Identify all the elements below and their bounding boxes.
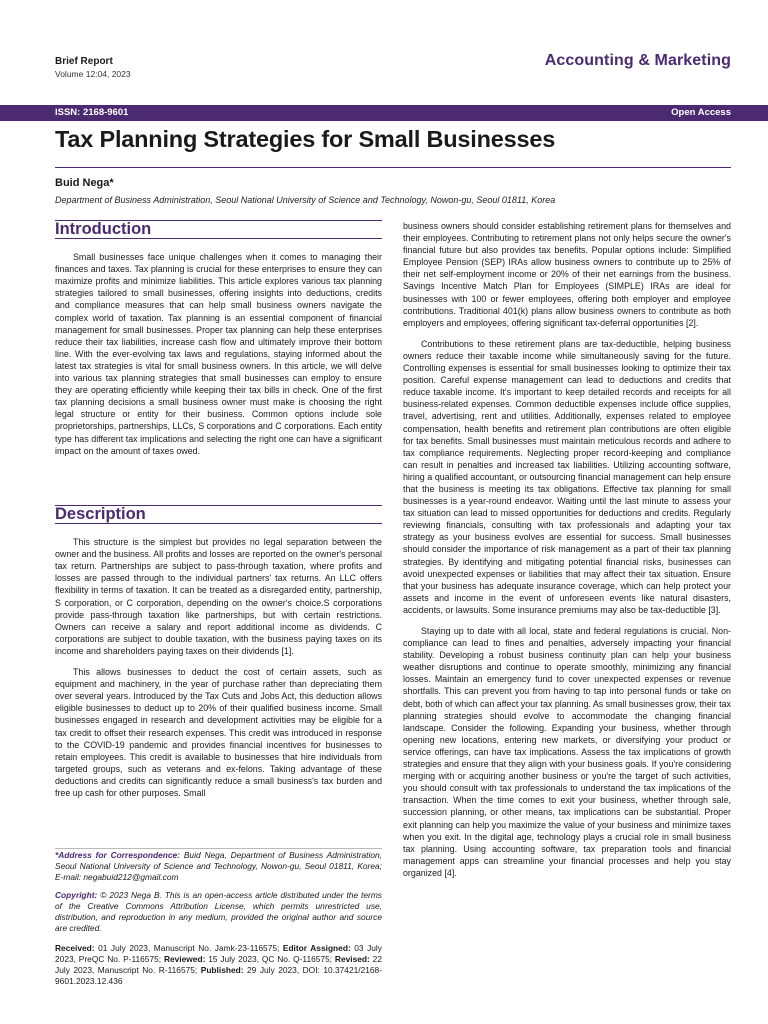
- description-heading-box: [55, 505, 382, 524]
- author-name: Buid Nega*: [55, 177, 114, 189]
- title-divider: [55, 167, 731, 168]
- editor-label: Editor Assigned:: [282, 943, 351, 953]
- introduction-heading: Introduction: [55, 220, 152, 238]
- copyright-note: [55, 890, 382, 934]
- introduction-heading-box: [55, 220, 382, 239]
- article-title: Tax Planning Strategies for Small Businesses: [55, 126, 556, 152]
- issue-info: [55, 56, 131, 79]
- correspondence-text: Buid Nega, Department of Business Administration, Seoul National University of Science and Technology, Nowon-gu, Seoul 01811, Korea; E-mail: negabuid212@gmail.com: [55, 850, 382, 882]
- introduction-paragraph: Small businesses face unique challenges when it comes to managing their finances and taxes. Tax planning is crucial for these enterprises to ensure they can maximize profits and minimize liabilities. This article explores various tax planning strategies tailored to small businesses, offering insights into deductions, credits and compliance measures that can help small business owners navigate the complex world of taxation. Tax planning is an essential component of financial management for small businesses. Proper tax planning can help these enterprises reduce their tax liabilities, increase cash flow and ultimately improve their bottom line. With the ever-evolving tax laws and regulations, staying informed about the latest tax strategies is vital for small business owners. In this article, we will delve into various tax planning strategies that small businesses can employ to ensure they are operating efficiently while keeping their tax bills in check. One of the first tax planning decisions a small business owner must make is choosing the right legal structure or entity for their business. Common options include sole proprietorships, partnerships, LLCs, S corporations and C corporations. Each entity type has different tax implications and selecting the right one can have a significant impact on the amount of taxes owed.: [55, 252, 382, 456]
- revised-label: Revised:: [334, 954, 370, 964]
- received-text: 01 July 2023, Manuscript No. Jamk-23-116575;: [94, 943, 283, 953]
- open-access-label: Open Access: [671, 107, 731, 118]
- published-text: 29 July 2023, DOI: 10.37421/2168-9601.2023.12.436: [55, 965, 383, 986]
- received-label: Received:: [55, 943, 95, 953]
- article-history: [55, 943, 382, 987]
- description-paragraph-2: This allows businesses to deduct the cost of certain assets, such as equipment and machinery, in the year of purchase rather than depreciating them over several years. Introduced by the Tax Cuts and Jobs Act, this deduction allows eligible businesses to deduct up to 20% of their qualified business income. Small businesses engaged in research and development activities may be eligible for a tax credit to offset their research expenses. This credit was introduced in response to the COVID-19 pandemic and provides financial incentives for businesses to retain employees. This credit is available to businesses that hire individuals from targeted groups, such as veterans and ex-felons. Taking advantage of these deductions and credits can significantly reduce a small business's tax burden and free up cash for other purposes. Small: [55, 667, 382, 798]
- description-heading: Description: [55, 505, 146, 523]
- correspondence-note: [55, 848, 382, 883]
- volume-info: Volume 12:04, 2023: [55, 69, 131, 79]
- reviewed-text: 15 July 2023, QC No. Q-116575;: [205, 954, 335, 964]
- right-column: [403, 220, 731, 879]
- introduction-section: [55, 220, 382, 457]
- issn-bar: [0, 105, 768, 121]
- journal-name: Accounting & Marketing: [544, 52, 731, 69]
- right-paragraph-1: business owners should consider establishing retirement plans for themselves and their employees. Contributing to retirement plans not only helps secure the owner's financial future but also provides tax benefits. Popular options include: Simplified Employee Pension (SEP) IRAs allow business owners to contribute up to 25% of their net self-employment income or 20% of their net earnings from the business. Savings Incentive Match Plan for Employees (SIMPLE) IRAs are ideal for businesses with 100 or fewer employees, offering both employer and employee contributions. Traditional 401(k) plans allow business owners to contribute as both employers and employees, offering significant tax-deferral opportunities [2].: [403, 221, 731, 328]
- reviewed-label: Reviewed:: [163, 954, 206, 964]
- right-paragraph-3: Staying up to date with all local, state and federal regulations is crucial. Non-compliance can lead to fines and penalties, adversely impacting your financial stability. Developing a robust business continuity plan can help your business weather disruptions and continue to operate smoothly, minimizing any financial losses. Maintain an emergency fund to cover unexpected expenses or revenue shortfalls. This can prevent you from having to tap into personal funds or take on debt, both of which can affect your tax planning. As small businesses grow, their tax planning strategies should evolve to accommodate the changing financial landscape. Consider the following. Expanding your business, whether through opening new locations, entering new markets, or diversifying your product or service offerings, can have tax implications. Assess the tax implications of growth strategies and ensure that they align with your business goals. If you're considering merging with or acquiring another business or you're the target of such activities, you should consult with tax professionals to understand the tax implications of the transaction. When the time comes to exit your business, whether through sale, succession planning, or other means, tax implications can be substantial. Proper exit planning can help you maximize the value of your business and minimize taxes when you exit. In the digital age, technology plays a crucial role in small business tax planning. Using accounting software, tax preparation tools and financial management apps can streamline your financial processes and help you stay organized [4].: [403, 626, 731, 878]
- copyright-label: Copyright:: [55, 890, 98, 900]
- description-paragraph-1: This structure is the simplest but provides no legal separation between the owner and the business. All profits and losses are reported on the owner's personal tax return. Partnerships are subject to pass-through taxation, where profits and losses are passed through to the individual partners' tax returns. An LLC offers flexibility in terms of taxation. It can be treated as a disregarded entity, partnership, S corporation, or C corporation, depending on the owner's choice.S corporations provide pass-through taxation like partnerships, but with certain restrictions. Owners can receive a salary and report additional income as dividends. C corporations are subject to double taxation, with the business paying taxes on its income and shareholders paying taxes on their dividends [1].: [55, 537, 382, 656]
- revised-text: 22 July 2023, Manuscript No. R-116575;: [55, 954, 382, 975]
- copyright-text: © 2023 Nega B. This is an open-access article distributed under the terms of the Creative Commons Attribution License, which permits unrestricted use, distribution, and reproduction in any medium, provided the original author and source are credited.: [55, 890, 382, 933]
- description-section: [55, 505, 382, 799]
- editor-text: 03 July 2023, PreQC No. P-116575;: [55, 943, 382, 964]
- published-label: Published:: [200, 965, 244, 975]
- correspondence-label: *Address for Correspondence:: [55, 850, 180, 860]
- author-affiliation: Department of Business Administration, Seoul National University of Science and Technology, Nowon-gu, Seoul 01811, Korea: [55, 195, 556, 205]
- right-paragraph-2: Contributions to these retirement plans are tax-deductible, helping business owners reduce their taxable income while simultaneously saving for the future. Controlling expenses is essential for small businesses looking to optimize their tax position. Careful expense management can lead to deductions and credits that reduce taxable income. It's important to keep detailed records and receipts for all business-related expenses. Common deductible expenses include office supplies, travel, advertising, rent and utilities. Additionally, expenses related to employee compensation, health benefits and retirement plan contributions are often eligible for tax benefits. Small businesses must maintain meticulous records and adhere to tax compliance requirements. Neglecting proper record-keeping and compliance can result in penalties and increased tax liabilities. Utilizing accounting software, hiring a qualified accountant, or outsourcing financial management can help ensure that the business is meeting its tax obligations. Effective tax planning for small businesses is a year-round endeavor. Waiting until the last minute to assess your tax situation can lead to missed opportunities for deductions and credits. Regularly reviewing financials, consulting with tax professionals and adapting your tax strategy as your business evolves are essential for success. Small businesses should consider the importance of risk management as a part of their tax planning strategies. By identifying and mitigating potential financial risks, businesses can avoid unexpected expenses or liabilities that may affect their tax situation. Ensure that your business has adequate insurance coverage, which can help protect your assets and income in the event of unforeseen events like natural disasters, accidents, or lawsuits. Some insurance premiums may also be tax-deductible [3].: [403, 338, 731, 615]
- issn-label: ISSN: 2168-9601: [55, 107, 129, 118]
- article-type: Brief Report: [55, 56, 113, 67]
